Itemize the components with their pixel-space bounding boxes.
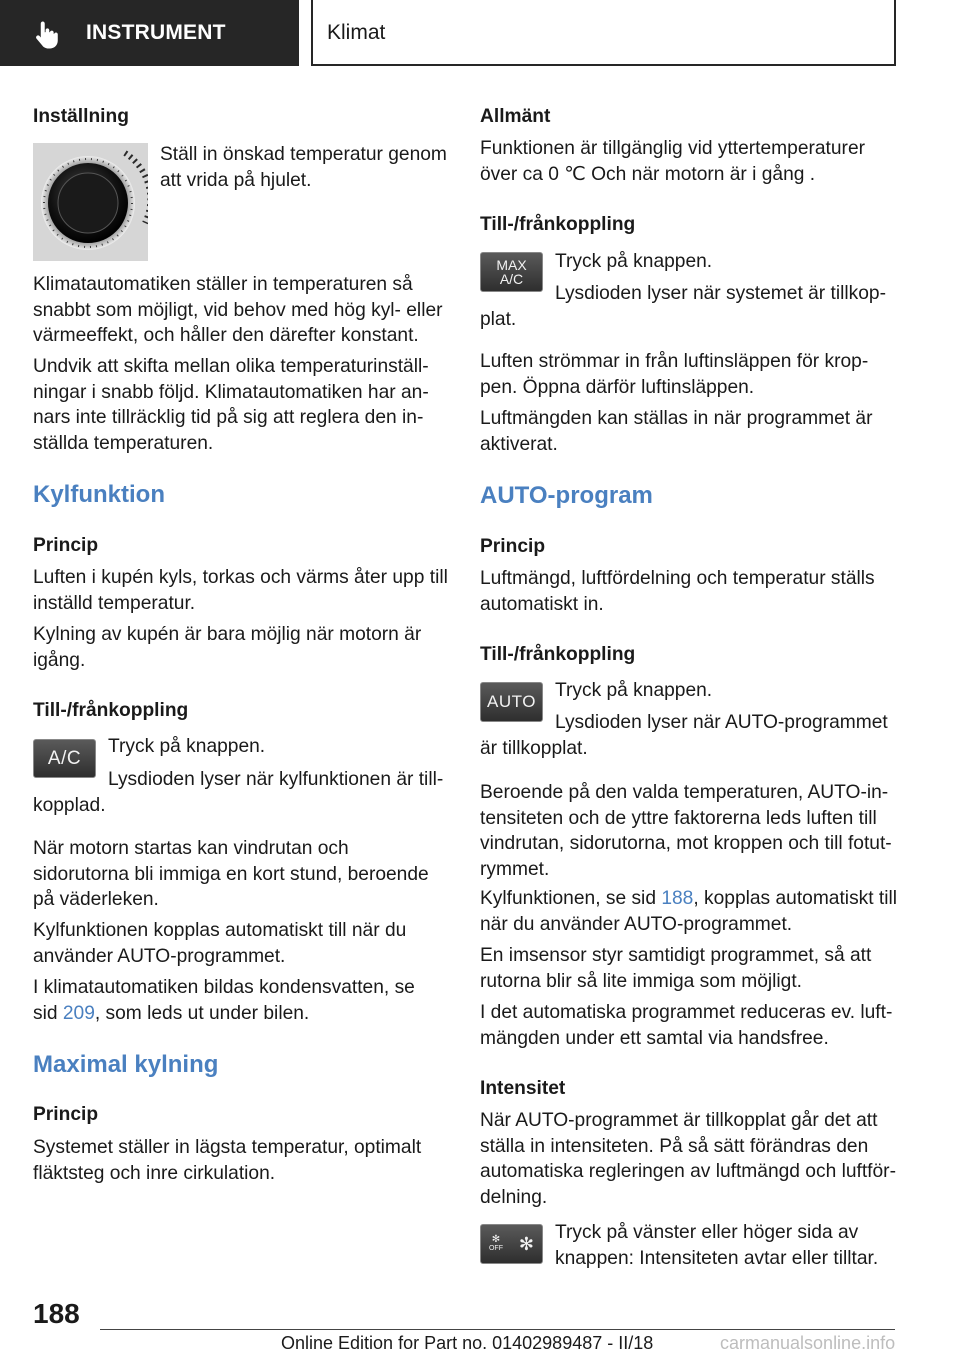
cool-paragraph-5 [33, 975, 433, 1026]
auto-principle-heading: Princip [480, 536, 546, 557]
intensity-heading: Intensitet [480, 1078, 566, 1099]
auto-p2-before: Kylfunktionen, se sid [480, 888, 662, 909]
intensity-text: När AUTO-programmet är tillkopplat går det att ställa in intensiteten. På så sätt förändras den automatiska regleringen av luftmängd och luftfördelning. [480, 1110, 896, 1208]
intensity-press: Tryck på vänster eller höger sida av knappen: Intensiteten avtar eller tilltar. [555, 1222, 879, 1269]
max-press: Tryck på knappen. [555, 251, 713, 272]
cool-p5-before: I klimatautomatiken bildas kondensvatten, se sid [33, 977, 415, 1024]
max-ac-label-line2: A/C [499, 271, 524, 287]
chapter-title: Klimat [327, 21, 386, 44]
setting-paragraph-1: Klimatautomatiken ställer in temperaturen så snabbt som möjligt, vid behov med hög kyl- eller värmeeffekt, och håller den därefter konstant. [33, 274, 443, 346]
off-label: OFF [488, 1244, 503, 1252]
cool-onoff-heading: Till-/frånkoppling [33, 700, 189, 721]
cool-principle-p2: Kylning av kupén är bara möjlig när motorn är igång. [33, 624, 422, 671]
auto-principle-text: Luftmängd, luftfördelning och temperatur ställs automatiskt in. [480, 568, 875, 615]
setting-text: Ställ in önskad temperatur genom att vrida på hjulet. [160, 144, 447, 191]
auto-onoff-heading: Till-/frånkoppling [480, 644, 636, 665]
cool-principle-p1: Luften i kupén kyls, torkas och värms åter upp till inställd temperatur. [33, 567, 448, 614]
cool-paragraph-4: Kylfunktionen kopplas automatiskt till när du använder AUTO-programmet. [33, 920, 407, 967]
setting-heading: Inställning [33, 106, 129, 127]
auto-paragraph-3: En imsensor styr samtidigt programmet, så att rutorna blir så lite immiga som möjligt. [480, 945, 872, 992]
general-text: Funktionen är tillgänglig vid yttertemperaturer över ca 0 ℃ Och när motorn är i gång . [480, 138, 866, 185]
footer-divider [100, 1329, 895, 1330]
auto-program-heading: AUTO-program [480, 482, 653, 509]
cool-heading: Kylfunktion [33, 481, 165, 508]
auto-led: Lysdioden lyser när AUTO-programmet är tillkopplat. [480, 712, 888, 759]
page-number: 188 [33, 1298, 80, 1329]
auto-paragraph-2 [480, 886, 898, 937]
intensity-left-part [488, 1233, 503, 1253]
page-link-209[interactable]: 209 [62, 1002, 95, 1024]
auto-p2-after: , kopplas automatiskt till när du använder AUTO-programmet. [480, 888, 898, 935]
fan-large-icon: ✻ [518, 1234, 535, 1254]
max-cooling-heading: Maximal kylning [33, 1051, 219, 1078]
intensity-button-image [480, 1224, 543, 1264]
cool-paragraph-3: När motorn startas kan vindrutan och sidorutorna bli immiga en kort stund, beroende på väderleken. [33, 838, 429, 910]
cool-principle-heading: Princip [33, 535, 99, 556]
max-ac-label-line1: MAX [496, 257, 527, 273]
dial-icon [33, 143, 148, 261]
auto-press: Tryck på knappen. [555, 680, 713, 701]
auto-paragraph-1: Beroende på den valda temperaturen, AUTO-intensiteten och de yttre faktorerna leds luften till vindrutan, sidorutorna, mot kroppen och till fotutrymmet. [480, 782, 892, 880]
max-principle-text: Systemet ställer in lägsta temperatur, optimalt fläktsteg och inre cirkulation. [33, 1137, 422, 1184]
ac-button-label: A/C [47, 747, 82, 769]
fan-small-icon: ✻ [491, 1233, 501, 1245]
max-led: Lysdioden lyser när systemet är tillkopplat. [480, 283, 886, 330]
max-paragraph-2: Luftmängden kan ställas in när programmet är aktiverat. [480, 408, 873, 455]
auto-button-label: AUTO [487, 692, 536, 711]
max-principle-heading: Princip [33, 1104, 99, 1125]
cool-led: Lysdioden lyser när kylfunktionen är tillkopplad. [33, 769, 444, 816]
temperature-dial-image [33, 143, 148, 261]
chapter-box [311, 0, 896, 66]
cool-p5-after: , som leds ut under bilen. [94, 1002, 310, 1024]
setting-paragraph-2: Undvik att skifta mellan olika temperaturinställningar i snabb följd. Klimatautomatiken har annars inte tillräcklig tid på sig att reglera den inställda temperaturen. [33, 356, 429, 454]
footer-watermark: carmanualsonline.info [720, 1333, 896, 1353]
cool-press: Tryck på knappen. [108, 736, 266, 757]
footer-edition: Online Edition for Part no. 01402989487 - II/18 [281, 1333, 654, 1353]
section-title: INSTRUMENT [86, 21, 226, 44]
general-heading: Allmänt [480, 106, 551, 127]
page-link-188[interactable]: 188 [661, 888, 694, 909]
max-paragraph-1: Luften strömmar in från luftinsläppen för kroppen. Öppna därför luftinsläppen. [480, 351, 869, 398]
max-onoff-heading: Till-/frånkoppling [480, 214, 636, 235]
hand-pointer-icon [30, 18, 64, 52]
section-tab [0, 0, 299, 66]
auto-paragraph-4: I det automatiska programmet reduceras ev. luftmängden under ett samtal via handsfree. [480, 1002, 893, 1049]
